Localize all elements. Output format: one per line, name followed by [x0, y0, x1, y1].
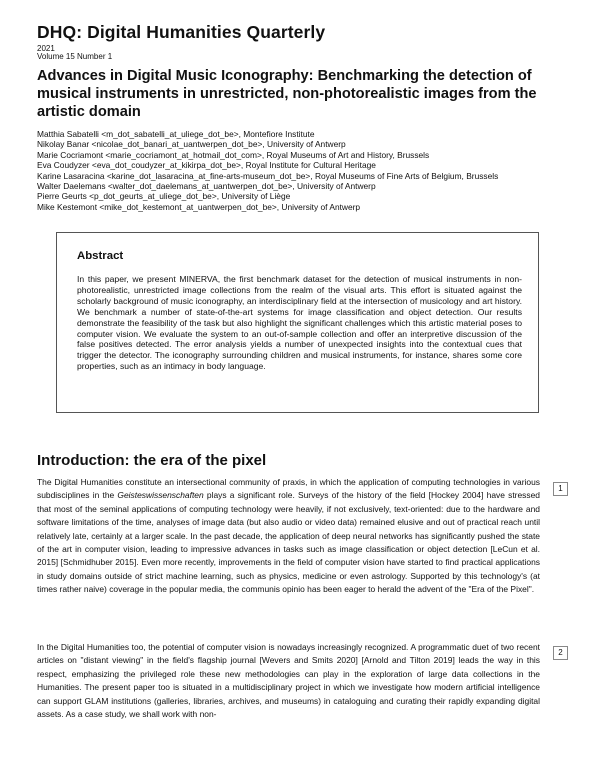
paragraph-1: [37, 476, 540, 597]
author-line: Marie Cocriamont <marie_cocriamont_at_hotmail_dot_com>, Royal Museums of Art and History, Brussels: [37, 149, 430, 160]
abstract-heading: Abstract: [77, 250, 124, 262]
author-line: Walter Daelemans <walter_dot_daelemans_at_uantwerpen_dot_be>, University of Antwerp: [37, 181, 376, 192]
paragraph-text: plays a significant role. Surveys of the history of the field [Hockey 2004] have stressed that most of the seminal applications of computing technology were heavily, if not exclusively, text-oriented: due to the hardware and software limitations of the time, analyses of image data (but also audio or video data) remained elusive and out of practical reach until relatively late, certainly at a larger scale. In the past decade, the application of deep neural networks has significantly pushed the state of the art in computer vision, leading to impressive advances in tasks such as image classification or object detection [LeCun et al. 2015] [Schmidhuber 2015]. Even more recently, improvements in the field of computer vision have started to find practical applications in study domains outside of strict machine learning, such as physics, medicine or even astrology. Supported by this technology's (at times rather naive) coverage in the popular media, the communis opinio has been eager to herald the advent of the "Era of the Pixel".: [37, 490, 541, 595]
abstract-text: In this paper, we present MINERVA, the first benchmark dataset for the detection of musical instruments in non-photorealistic, unrestricted image collections from the realm of the visual arts. This effort is situated against the scholarly background of music iconography, an interdisciplinary field at the intersection of musicology and art history. We benchmark a number of state-of-the-art systems for image classification and object detection. Our results demonstrate the feasibility of the task but also highlight the significant challenges which this artistic material poses to computer vision. We evaluate the system to an out-of-sample collection and offer an interpretive discussion of the false positives detected. The error analysis yields a number of unexpected insights into the contextual cues that trigger the detector. The iconography surrounding children and musical instruments, for instance, shares some core properties, such as an intimacy in body language.: [77, 274, 522, 372]
abstract-box: [56, 232, 539, 413]
emphasized-term: Geisteswissenschaften: [117, 490, 204, 501]
author-line: Karine Lasaracina <karine_dot_lasaracina_at_fine-arts-museum_dot_be>, Royal Museums of Fine Arts of Belgium, Brussels: [37, 170, 499, 181]
paragraph-2: In the Digital Humanities too, the potential of computer vision is nowadays increasingly recognized. A programmatic duet of two recent articles on "distant viewing" in the field's flagship journal [Wevers and Smits 2020] [Arnold and Tilton 2019] leads the way in this respect, emphasizing the privileged role these new methodologies can play in the exploration of large data collections in the Humanities. The present paper too is situated in a multidisciplinary project in which we investigate how modern artificial intelligence can support GLAM institutions (galleries, libraries, archives, and museums) in cataloguing and curating their rapidly expanding digital assets. As a case study, we shall work with non-: [37, 642, 540, 720]
author-list: [37, 129, 597, 212]
author-line: Eva Coudyzer <eva_dot_coudyzer_at_kikirpa_dot_be>, Royal Institute for Cultural Heritage: [37, 160, 376, 171]
paragraph-number-link[interactable]: 1: [553, 482, 568, 496]
section-heading: Introduction: the era of the pixel: [37, 452, 267, 469]
issue-volume: Volume 15 Number 1: [37, 52, 113, 61]
author-line: Matthia Sabatelli <m_dot_sabatelli_at_uliege_dot_be>, Montefiore Institute: [37, 129, 315, 139]
journal-title: DHQ: Digital Humanities Quarterly: [37, 22, 326, 42]
author-line: Pierre Geurts <p_dot_geurts_at_uliege_dot_be>, University of Liège: [37, 191, 291, 202]
author-line: Nikolay Banar <nicolae_dot_banari_at_uantwerpen_dot_be>, University of Antwerp: [37, 139, 346, 150]
article-title: Advances in Digital Music Iconography: Benchmarking the detection of musical instruments in unrestricted, non-photorealistic images from the artistic domain: [37, 68, 537, 120]
issue-year: 2021: [37, 44, 55, 53]
author-line: Mike Kestemont <mike_dot_kestemont_at_uantwerpen_dot_be>, University of Antwerp: [37, 201, 361, 212]
paragraph-text: The Digital Humanities constitute an intersectional community of praxis, in which the application of computing technologies in various subdisciplines in the: [37, 477, 540, 501]
paragraph-number-link[interactable]: 2: [553, 646, 568, 660]
